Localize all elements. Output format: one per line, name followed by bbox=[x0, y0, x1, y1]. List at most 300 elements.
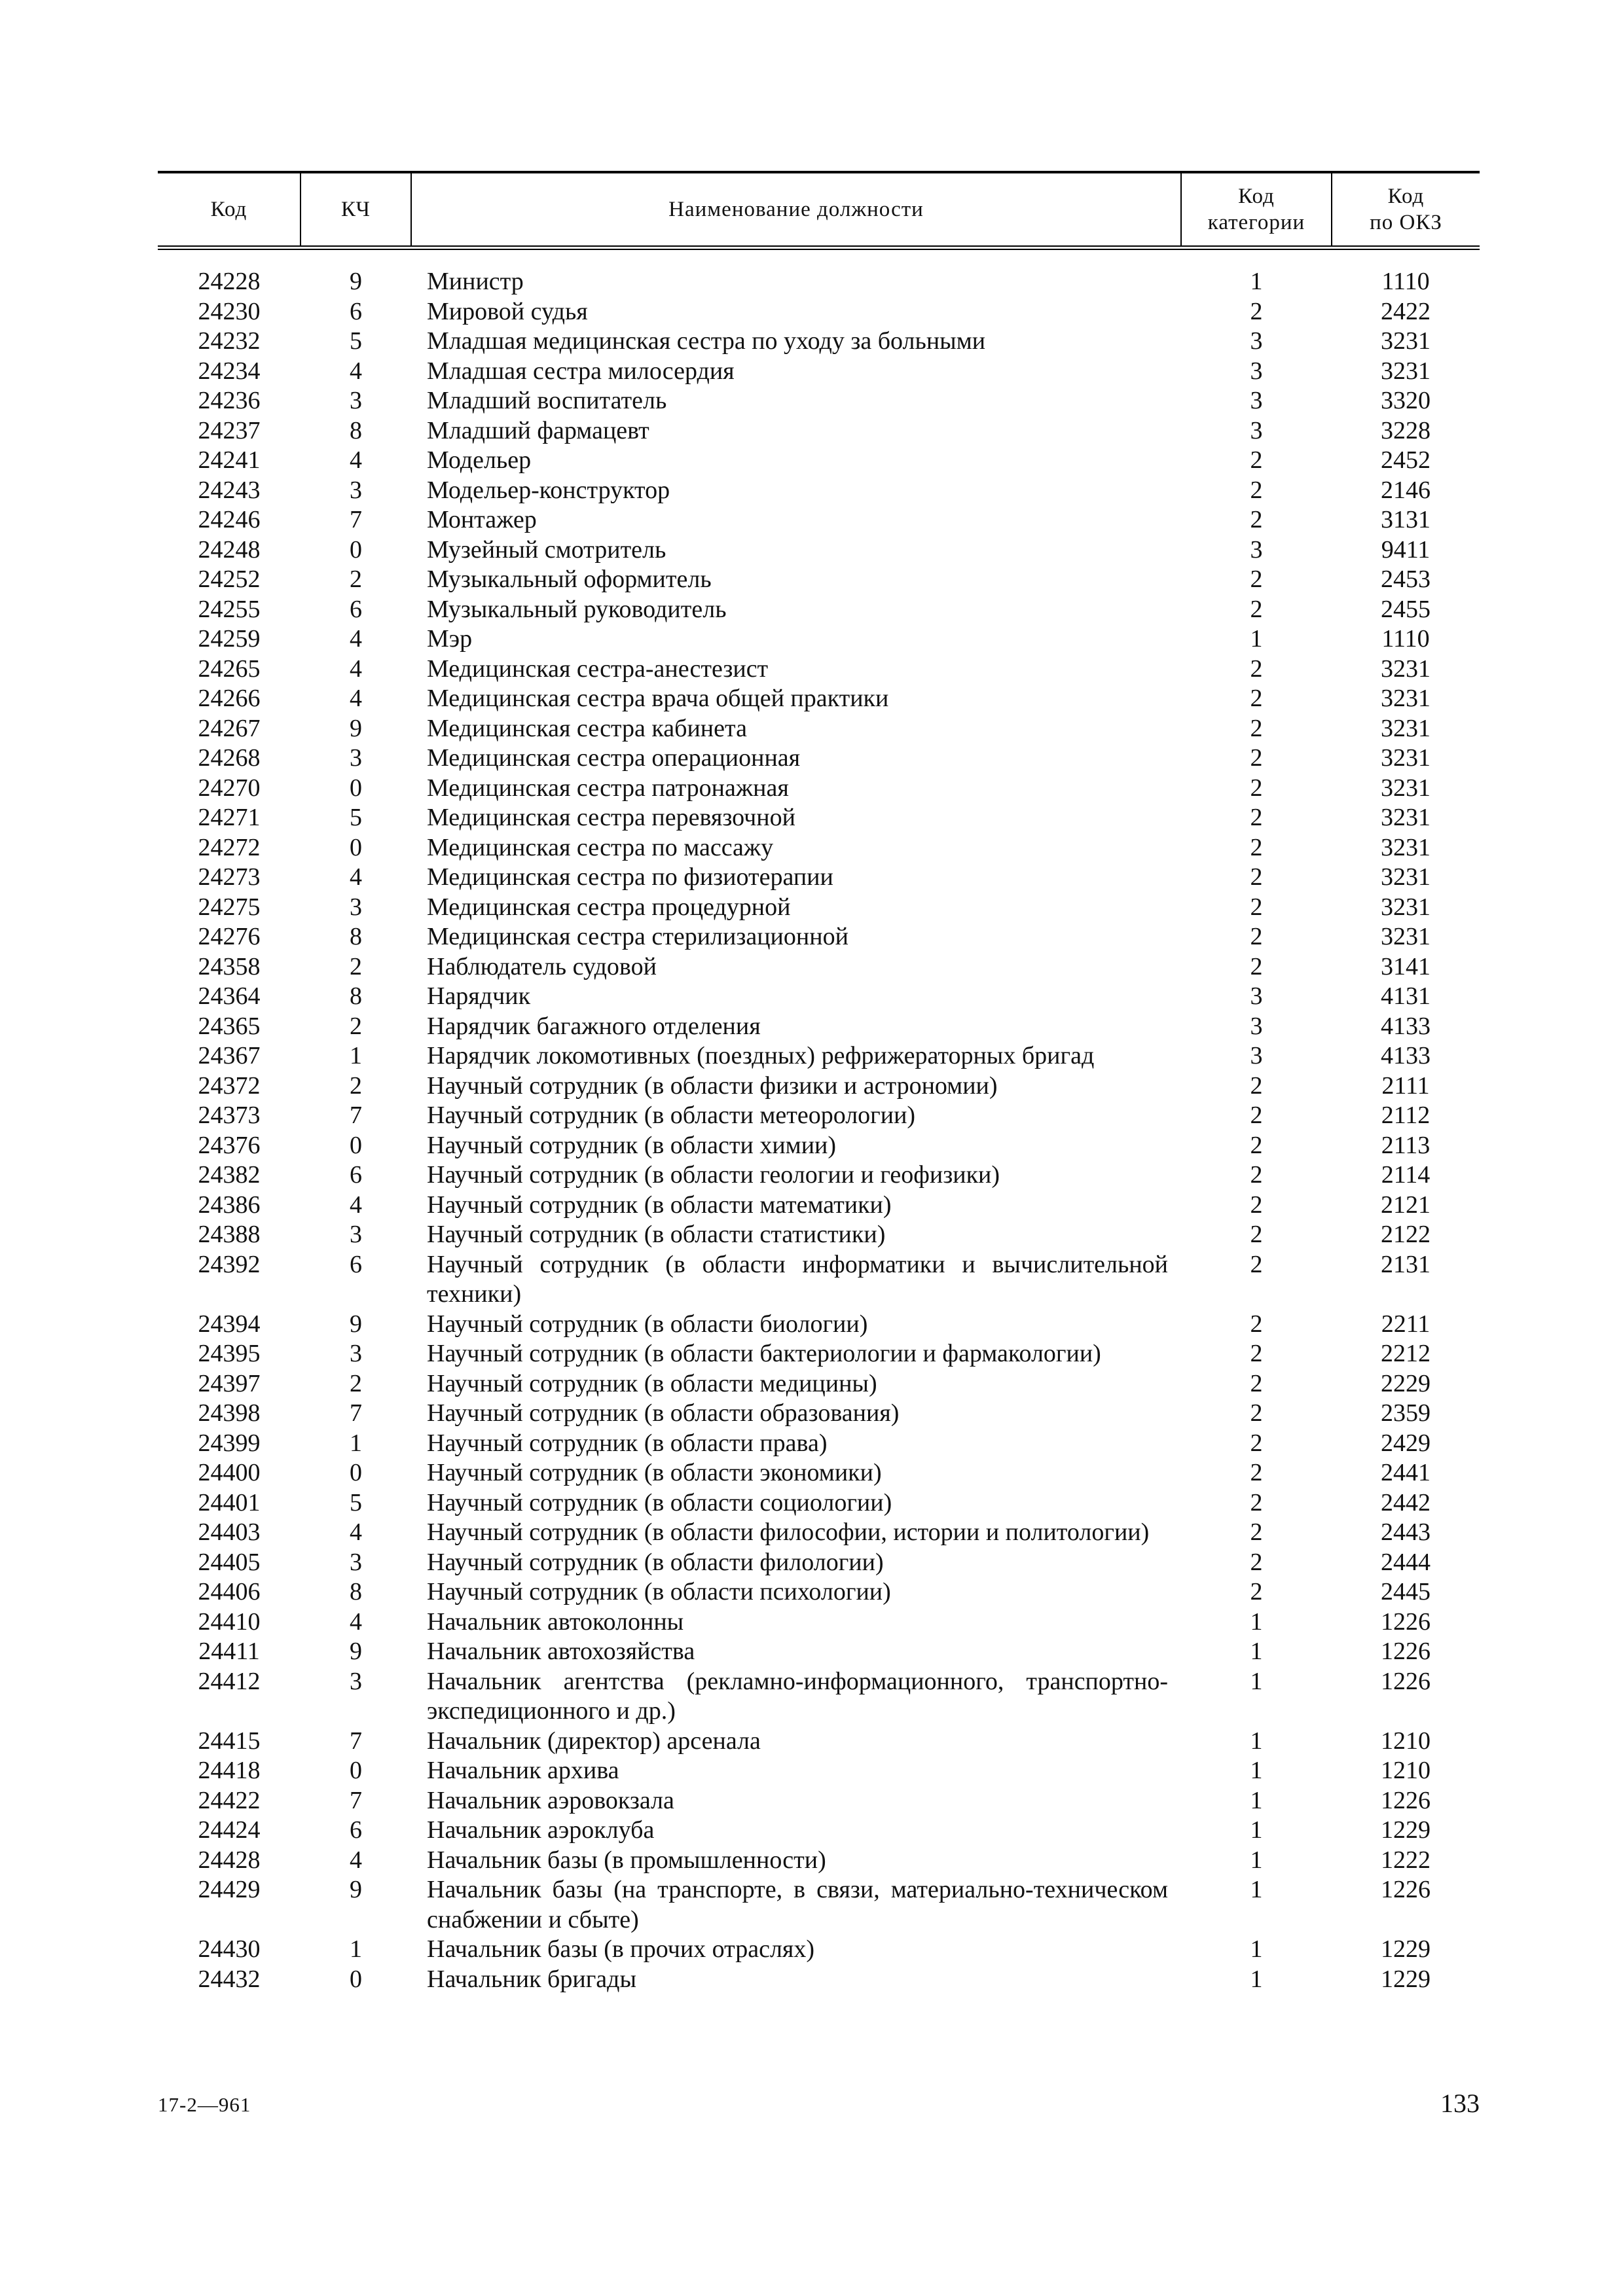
code-cell: 24270 bbox=[198, 774, 261, 802]
name-cell: Нарядчик локомотивных (поездных) рефрижераторных бригад bbox=[427, 1042, 1095, 1069]
name-cell: Научный сотрудник (в области метеорологии) bbox=[427, 1102, 916, 1129]
okz-cell: 1226 bbox=[1381, 1607, 1431, 1636]
header-category-code: Код категории bbox=[1181, 172, 1332, 248]
name-cell: Монтажер bbox=[427, 506, 537, 533]
name-cell: Мировой судья bbox=[427, 297, 588, 325]
kch-cell: 6 bbox=[350, 1816, 362, 1844]
okz-cell: 1110 bbox=[1381, 268, 1430, 295]
kch-cell: 0 bbox=[350, 1459, 362, 1486]
table-row bbox=[158, 1429, 1480, 1459]
table-row bbox=[158, 982, 1480, 1012]
name-cell: Научный сотрудник (в области химии) bbox=[427, 1131, 837, 1159]
code-cell: 24415 bbox=[198, 1727, 261, 1755]
okz-cell: 4131 bbox=[1381, 982, 1431, 1010]
name-cell: Младший фармацевт bbox=[427, 416, 649, 444]
table-row bbox=[158, 1012, 1480, 1042]
cat-cell: 2 bbox=[1250, 923, 1263, 950]
code-cell: 24398 bbox=[198, 1399, 261, 1427]
table-row bbox=[158, 1458, 1480, 1488]
cat-cell: 2 bbox=[1250, 1548, 1263, 1576]
cat-cell: 2 bbox=[1250, 1250, 1263, 1278]
cat-cell: 2 bbox=[1250, 893, 1263, 921]
okz-cell: 3231 bbox=[1381, 923, 1431, 950]
code-cell: 24252 bbox=[198, 565, 261, 593]
okz-cell: 2111 bbox=[1381, 1071, 1430, 1100]
okz-cell: 1226 bbox=[1381, 1786, 1431, 1814]
table-row bbox=[158, 1369, 1480, 1399]
code-cell: 24276 bbox=[198, 923, 261, 950]
cat-cell: 2 bbox=[1250, 833, 1263, 861]
name-cell: Музыкальный оформитель bbox=[427, 565, 712, 593]
kch-cell: 3 bbox=[350, 476, 362, 504]
code-cell: 24422 bbox=[198, 1786, 261, 1814]
cat-cell: 2 bbox=[1250, 1429, 1263, 1457]
kch-cell: 7 bbox=[350, 506, 362, 533]
cat-cell: 1 bbox=[1250, 1638, 1263, 1665]
code-cell: 24236 bbox=[198, 387, 261, 414]
table-row bbox=[158, 1577, 1480, 1607]
cat-cell: 2 bbox=[1250, 1369, 1263, 1397]
table-row bbox=[158, 1935, 1480, 1965]
okz-cell: 2359 bbox=[1381, 1399, 1431, 1427]
name-cell: Научный сотрудник (в области информатики и вычислительной техники) bbox=[427, 1250, 1168, 1308]
kch-cell: 0 bbox=[350, 833, 362, 861]
code-cell: 24364 bbox=[198, 982, 261, 1010]
table-row bbox=[158, 893, 1480, 923]
code-cell: 24388 bbox=[198, 1221, 261, 1248]
kch-cell: 3 bbox=[350, 1340, 362, 1367]
name-cell: Начальник аэроклуба bbox=[427, 1816, 655, 1844]
name-cell: Научный сотрудник (в области права) bbox=[427, 1429, 828, 1457]
code-cell: 24430 bbox=[198, 1935, 261, 1963]
kch-cell: 6 bbox=[350, 595, 362, 623]
kch-cell: 4 bbox=[350, 655, 362, 683]
cat-cell: 2 bbox=[1250, 595, 1263, 623]
cat-cell: 2 bbox=[1250, 1578, 1263, 1605]
kch-cell: 0 bbox=[350, 1965, 362, 1993]
kch-cell: 3 bbox=[350, 387, 362, 414]
table-row bbox=[158, 1160, 1480, 1191]
kch-cell: 3 bbox=[350, 1667, 362, 1695]
name-cell: Медицинская сестра-анестезист bbox=[427, 655, 769, 683]
table-row bbox=[158, 1875, 1480, 1935]
code-cell: 24412 bbox=[198, 1667, 261, 1695]
okz-cell: 2131 bbox=[1381, 1250, 1431, 1278]
cat-cell: 2 bbox=[1250, 804, 1263, 831]
cat-cell: 1 bbox=[1250, 1727, 1263, 1755]
cat-cell: 3 bbox=[1250, 416, 1263, 444]
code-cell: 24382 bbox=[198, 1161, 261, 1189]
code-cell: 24428 bbox=[198, 1846, 261, 1874]
table-row bbox=[158, 248, 1480, 297]
kch-cell: 4 bbox=[350, 1518, 362, 1546]
kch-cell: 9 bbox=[350, 268, 362, 295]
kch-cell: 2 bbox=[350, 1369, 362, 1397]
kch-cell: 6 bbox=[350, 297, 362, 325]
kch-cell: 0 bbox=[350, 1131, 362, 1159]
cat-cell: 2 bbox=[1250, 863, 1263, 891]
name-cell: Медицинская сестра процедурной bbox=[427, 893, 791, 921]
name-cell: Медицинская сестра операционная bbox=[427, 744, 801, 772]
name-cell: Научный сотрудник (в области социологии) bbox=[427, 1488, 892, 1516]
kch-cell: 4 bbox=[350, 863, 362, 891]
code-cell: 24230 bbox=[198, 297, 261, 325]
table-row bbox=[158, 446, 1480, 476]
code-cell: 24272 bbox=[198, 833, 261, 861]
code-cell: 24400 bbox=[198, 1459, 261, 1486]
print-code: 17-2—961 bbox=[158, 2093, 251, 2116]
okz-cell: 2455 bbox=[1381, 595, 1431, 623]
cat-cell: 3 bbox=[1250, 1012, 1263, 1040]
okz-cell: 1222 bbox=[1381, 1846, 1431, 1874]
code-cell: 24275 bbox=[198, 893, 261, 921]
name-cell: Научный сотрудник (в области физики и астрономии) bbox=[427, 1071, 998, 1100]
name-cell: Начальник автохозяйства bbox=[427, 1638, 695, 1665]
table-header bbox=[158, 172, 1480, 248]
table-row bbox=[158, 1965, 1480, 1995]
kch-cell: 9 bbox=[350, 1638, 362, 1665]
okz-cell: 4133 bbox=[1381, 1012, 1431, 1040]
cat-cell: 2 bbox=[1250, 1488, 1263, 1516]
name-cell: Модельер-конструктор bbox=[427, 476, 670, 504]
name-cell: Младшая сестра милосердия bbox=[427, 357, 735, 385]
name-cell: Модельер bbox=[427, 446, 532, 474]
kch-cell: 3 bbox=[350, 893, 362, 921]
kch-cell: 4 bbox=[350, 1191, 362, 1219]
cat-cell: 2 bbox=[1250, 1161, 1263, 1189]
okz-cell: 3231 bbox=[1381, 804, 1431, 831]
kch-cell: 4 bbox=[350, 1607, 362, 1636]
table-row bbox=[158, 535, 1480, 565]
name-cell: Начальник агентства (рекламно-информационного, транспортно-экспедиционного и др.) bbox=[427, 1667, 1168, 1725]
name-cell: Научный сотрудник (в области геологии и геофизики) bbox=[427, 1161, 1000, 1189]
code-cell: 24241 bbox=[198, 446, 261, 474]
kch-cell: 6 bbox=[350, 1161, 362, 1189]
cat-cell: 3 bbox=[1250, 387, 1263, 414]
kch-cell: 1 bbox=[350, 1429, 362, 1457]
okz-cell: 2212 bbox=[1381, 1340, 1431, 1367]
kch-cell: 6 bbox=[350, 1250, 362, 1278]
cat-cell: 1 bbox=[1250, 268, 1263, 295]
code-cell: 24243 bbox=[198, 476, 261, 504]
table-row bbox=[158, 863, 1480, 893]
table-row bbox=[158, 1846, 1480, 1876]
table-row bbox=[158, 684, 1480, 714]
cat-cell: 2 bbox=[1250, 1191, 1263, 1219]
code-cell: 24372 bbox=[198, 1071, 261, 1100]
cat-cell: 2 bbox=[1250, 655, 1263, 683]
okz-cell: 1229 bbox=[1381, 1816, 1431, 1844]
code-cell: 24397 bbox=[198, 1369, 261, 1397]
okz-cell: 2452 bbox=[1381, 446, 1431, 474]
okz-cell: 2441 bbox=[1381, 1459, 1431, 1486]
code-cell: 24365 bbox=[198, 1012, 261, 1040]
cat-cell: 2 bbox=[1250, 1459, 1263, 1486]
cat-cell: 1 bbox=[1250, 1935, 1263, 1963]
okz-cell: 2146 bbox=[1381, 476, 1431, 504]
table-row bbox=[158, 1131, 1480, 1161]
cat-cell: 3 bbox=[1250, 357, 1263, 385]
name-cell: Медицинская сестра стерилизационной bbox=[427, 923, 848, 950]
code-cell: 24394 bbox=[198, 1310, 261, 1338]
kch-cell: 0 bbox=[350, 535, 362, 564]
cat-cell: 2 bbox=[1250, 1071, 1263, 1100]
header-kch: КЧ bbox=[301, 172, 411, 248]
table-row bbox=[158, 386, 1480, 416]
code-cell: 24376 bbox=[198, 1131, 261, 1159]
table-row bbox=[158, 1667, 1480, 1727]
name-cell: Научный сотрудник (в области математики) bbox=[427, 1191, 892, 1219]
table-row bbox=[158, 803, 1480, 833]
kch-cell: 8 bbox=[350, 982, 362, 1010]
okz-cell: 2422 bbox=[1381, 297, 1431, 325]
name-cell: Начальник аэровокзала bbox=[427, 1786, 674, 1814]
okz-cell: 3231 bbox=[1381, 744, 1431, 772]
okz-cell: 3231 bbox=[1381, 893, 1431, 921]
cat-cell: 2 bbox=[1250, 476, 1263, 504]
okz-cell: 3231 bbox=[1381, 357, 1431, 385]
table-row bbox=[158, 714, 1480, 744]
name-cell: Медицинская сестра по физиотерапии bbox=[427, 863, 833, 891]
name-cell: Начальник (директор) арсенала bbox=[427, 1727, 761, 1755]
code-cell: 24267 bbox=[198, 714, 261, 742]
cat-cell: 2 bbox=[1250, 297, 1263, 325]
kch-cell: 7 bbox=[350, 1399, 362, 1427]
table-row bbox=[158, 1339, 1480, 1369]
table-row bbox=[158, 1250, 1480, 1310]
code-cell: 24234 bbox=[198, 357, 261, 385]
cat-cell: 1 bbox=[1250, 1816, 1263, 1844]
okz-cell: 1226 bbox=[1381, 1876, 1431, 1903]
kch-cell: 4 bbox=[350, 685, 362, 712]
kch-cell: 1 bbox=[350, 1042, 362, 1069]
table-body bbox=[158, 248, 1480, 1995]
cat-cell: 2 bbox=[1250, 714, 1263, 742]
name-cell: Медицинская сестра перевязочной bbox=[427, 804, 795, 831]
positions-table bbox=[158, 171, 1480, 1994]
kch-cell: 2 bbox=[350, 565, 362, 593]
table-row bbox=[158, 1310, 1480, 1340]
table-row bbox=[158, 1637, 1480, 1667]
kch-cell: 0 bbox=[350, 774, 362, 802]
cat-cell: 1 bbox=[1250, 1667, 1263, 1695]
okz-cell: 3231 bbox=[1381, 685, 1431, 712]
kch-cell: 2 bbox=[350, 1012, 362, 1040]
code-cell: 24406 bbox=[198, 1578, 261, 1605]
header-position-name: Наименование должности bbox=[411, 172, 1181, 248]
code-cell: 24424 bbox=[198, 1816, 261, 1844]
kch-cell: 8 bbox=[350, 923, 362, 950]
okz-cell: 4133 bbox=[1381, 1042, 1431, 1069]
name-cell: Медицинская сестра врача общей практики bbox=[427, 685, 889, 712]
okz-cell: 3141 bbox=[1381, 952, 1431, 980]
code-cell: 24411 bbox=[198, 1638, 260, 1665]
code-cell: 24395 bbox=[198, 1340, 261, 1367]
name-cell: Научный сотрудник (в области медицины) bbox=[427, 1369, 877, 1397]
kch-cell: 9 bbox=[350, 1876, 362, 1903]
header-okz-code: Код по ОКЗ bbox=[1332, 172, 1480, 248]
code-cell: 24268 bbox=[198, 744, 261, 772]
okz-cell: 1210 bbox=[1381, 1757, 1431, 1784]
cat-cell: 2 bbox=[1250, 1102, 1263, 1129]
name-cell: Научный сотрудник (в области статистики) bbox=[427, 1221, 886, 1248]
kch-cell: 9 bbox=[350, 714, 362, 742]
kch-cell: 2 bbox=[350, 952, 362, 980]
okz-cell: 1226 bbox=[1381, 1638, 1431, 1665]
okz-cell: 2112 bbox=[1381, 1102, 1431, 1129]
okz-cell: 1210 bbox=[1381, 1727, 1431, 1755]
table-row bbox=[158, 1071, 1480, 1102]
table-row bbox=[158, 1101, 1480, 1131]
kch-cell: 5 bbox=[350, 804, 362, 831]
kch-cell: 1 bbox=[350, 1935, 362, 1963]
table-row bbox=[158, 1488, 1480, 1518]
table-row bbox=[158, 476, 1480, 506]
name-cell: Начальник бригады bbox=[427, 1965, 637, 1993]
name-cell: Музейный смотритель bbox=[427, 535, 666, 564]
kch-cell: 9 bbox=[350, 1310, 362, 1338]
table-row bbox=[158, 774, 1480, 804]
kch-cell: 3 bbox=[350, 1221, 362, 1248]
code-cell: 24266 bbox=[198, 685, 261, 712]
cat-cell: 2 bbox=[1250, 1310, 1263, 1338]
table-row bbox=[158, 327, 1480, 357]
okz-cell: 3231 bbox=[1381, 833, 1431, 861]
cat-cell: 2 bbox=[1250, 1131, 1263, 1159]
name-cell: Медицинская сестра кабинета bbox=[427, 714, 747, 742]
code-cell: 24405 bbox=[198, 1548, 261, 1576]
code-cell: 24432 bbox=[198, 1965, 261, 1993]
code-cell: 24273 bbox=[198, 863, 261, 891]
kch-cell: 3 bbox=[350, 1548, 362, 1576]
cat-cell: 1 bbox=[1250, 1757, 1263, 1784]
name-cell: Начальник базы (на транспорте, в связи, материально-техническом снабжении и сбыте) bbox=[427, 1876, 1168, 1933]
table-row bbox=[158, 297, 1480, 327]
name-cell: Министр bbox=[427, 268, 524, 295]
code-cell: 24367 bbox=[198, 1042, 261, 1069]
code-cell: 24255 bbox=[198, 595, 261, 623]
okz-cell: 2114 bbox=[1381, 1161, 1431, 1189]
cat-cell: 2 bbox=[1250, 952, 1263, 980]
kch-cell: 3 bbox=[350, 744, 362, 772]
cat-cell: 2 bbox=[1250, 1221, 1263, 1248]
cat-cell: 2 bbox=[1250, 1340, 1263, 1367]
code-cell: 24392 bbox=[198, 1250, 261, 1278]
cat-cell: 2 bbox=[1250, 744, 1263, 772]
cat-cell: 2 bbox=[1250, 446, 1263, 474]
okz-cell: 2121 bbox=[1381, 1191, 1431, 1219]
okz-cell: 3231 bbox=[1381, 863, 1431, 891]
cat-cell: 3 bbox=[1250, 327, 1263, 355]
cat-cell: 1 bbox=[1250, 625, 1263, 653]
code-cell: 24386 bbox=[198, 1191, 261, 1219]
okz-cell: 2442 bbox=[1381, 1488, 1431, 1516]
name-cell: Научный сотрудник (в области бактериологии и фармакологии) bbox=[427, 1340, 1101, 1367]
okz-cell: 2429 bbox=[1381, 1429, 1431, 1457]
code-cell: 24410 bbox=[198, 1607, 261, 1636]
okz-cell: 2453 bbox=[1381, 565, 1431, 593]
header-code: Код bbox=[158, 172, 301, 248]
name-cell: Научный сотрудник (в области биологии) bbox=[427, 1310, 868, 1338]
code-cell: 24429 bbox=[198, 1876, 261, 1903]
okz-cell: 3231 bbox=[1381, 655, 1431, 683]
okz-cell: 3231 bbox=[1381, 774, 1431, 802]
table-row bbox=[158, 1786, 1480, 1816]
name-cell: Научный сотрудник (в области философии, истории и политологии) bbox=[427, 1518, 1150, 1546]
name-cell: Научный сотрудник (в области психологии) bbox=[427, 1578, 891, 1605]
okz-cell: 2122 bbox=[1381, 1221, 1431, 1248]
name-cell: Научный сотрудник (в области образования) bbox=[427, 1399, 900, 1427]
okz-cell: 3228 bbox=[1381, 416, 1431, 444]
name-cell: Младший воспитатель bbox=[427, 387, 667, 414]
cat-cell: 3 bbox=[1250, 1042, 1263, 1069]
kch-cell: 4 bbox=[350, 625, 362, 653]
okz-cell: 3231 bbox=[1381, 327, 1431, 355]
table-row bbox=[158, 655, 1480, 685]
okz-cell: 3131 bbox=[1381, 506, 1431, 533]
name-cell: Научный сотрудник (в области филологии) bbox=[427, 1548, 884, 1576]
table-row bbox=[158, 1548, 1480, 1578]
kch-cell: 4 bbox=[350, 446, 362, 474]
kch-cell: 8 bbox=[350, 416, 362, 444]
code-cell: 24265 bbox=[198, 655, 261, 683]
name-cell: Музыкальный руководитель bbox=[427, 595, 727, 623]
kch-cell: 4 bbox=[350, 357, 362, 385]
name-cell: Научный сотрудник (в области экономики) bbox=[427, 1459, 882, 1486]
okz-cell: 2211 bbox=[1381, 1310, 1431, 1338]
name-cell: Наблюдатель судовой bbox=[427, 952, 657, 980]
okz-cell: 3231 bbox=[1381, 714, 1431, 742]
okz-cell: 1229 bbox=[1381, 1965, 1431, 1993]
okz-cell: 2113 bbox=[1381, 1131, 1431, 1159]
table-row bbox=[158, 1607, 1480, 1638]
name-cell: Медицинская сестра патронажная bbox=[427, 774, 789, 802]
name-cell: Мэр bbox=[427, 625, 473, 653]
kch-cell: 5 bbox=[350, 1488, 362, 1516]
cat-cell: 1 bbox=[1250, 1846, 1263, 1874]
name-cell: Нарядчик bbox=[427, 982, 531, 1010]
kch-cell: 7 bbox=[350, 1786, 362, 1814]
cat-cell: 3 bbox=[1250, 535, 1263, 564]
code-cell: 24418 bbox=[198, 1757, 261, 1784]
table-row bbox=[158, 357, 1480, 387]
table-row bbox=[158, 952, 1480, 982]
okz-cell: 1110 bbox=[1381, 625, 1430, 653]
okz-cell: 2445 bbox=[1381, 1578, 1431, 1605]
code-cell: 24401 bbox=[198, 1488, 261, 1516]
table-row bbox=[158, 595, 1480, 625]
kch-cell: 7 bbox=[350, 1727, 362, 1755]
table-row bbox=[158, 1727, 1480, 1757]
table-row bbox=[158, 505, 1480, 535]
cat-cell: 3 bbox=[1250, 982, 1263, 1010]
code-cell: 24358 bbox=[198, 952, 261, 980]
page-number: 133 bbox=[1440, 2089, 1480, 2118]
code-cell: 24403 bbox=[198, 1518, 261, 1546]
cat-cell: 1 bbox=[1250, 1786, 1263, 1814]
table-row bbox=[158, 744, 1480, 774]
name-cell: Начальник базы (в прочих отраслях) bbox=[427, 1935, 815, 1963]
name-cell: Медицинская сестра по массажу bbox=[427, 833, 774, 861]
kch-cell: 8 bbox=[350, 1578, 362, 1605]
table-row bbox=[158, 922, 1480, 952]
okz-cell: 2229 bbox=[1381, 1369, 1431, 1397]
code-cell: 24399 bbox=[198, 1429, 261, 1457]
cat-cell: 2 bbox=[1250, 506, 1263, 533]
kch-cell: 0 bbox=[350, 1757, 362, 1784]
table-row bbox=[158, 1220, 1480, 1250]
cat-cell: 2 bbox=[1250, 1399, 1263, 1427]
